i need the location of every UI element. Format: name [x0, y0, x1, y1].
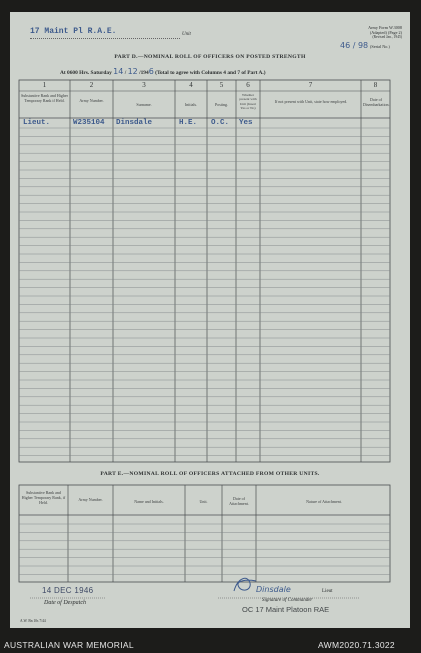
signature-rank: Lieut — [322, 589, 333, 594]
cell-posting: O.C. — [211, 119, 230, 127]
serial-number: 46 / 98 — [340, 41, 369, 50]
col-number-2: 2 — [89, 81, 94, 89]
part-d-date-line: At 0600 Hrs. Saturday 14 / 12 /1946 (Total to agree with Columns 4 and 7 of Part A.) — [60, 67, 266, 76]
col-number-3: 3 — [142, 81, 146, 89]
e-header-army-number: Army Number. — [78, 497, 103, 502]
col-number-4: 4 — [189, 81, 193, 89]
header-disembarkation: Date of Disembarkation. — [363, 97, 390, 107]
commander-title: OC 17 Maint Platoon RAE — [242, 605, 330, 614]
unit-label: Unit — [182, 32, 191, 37]
header-rank: Substantive Rank and Higher Temporary Rank if Held. — [21, 93, 68, 103]
serial-label: (Serial No.) — [370, 44, 390, 49]
col-number-6: 6 — [246, 81, 250, 89]
header-employment: If not present with Unit, state how employed. — [274, 99, 348, 104]
e-header-unit: Unit. — [199, 499, 208, 504]
cell-surname: Dinsdale — [116, 119, 153, 127]
header-initials: Initials. — [184, 102, 198, 107]
cell-initials: H.E. — [179, 119, 198, 127]
caption-left: AUSTRALIAN WAR MEMORIAL — [4, 640, 134, 650]
e-header-rank: Substantive Rank and Higher Temporary Rank, if Held. — [21, 490, 66, 505]
cell-army-number: W235104 — [73, 119, 105, 127]
col-number-7: 7 — [308, 81, 313, 89]
header-posting: Posting. — [214, 102, 228, 107]
signature-name: Dinsdale — [256, 585, 291, 594]
document-page — [10, 12, 410, 628]
header-army-number: Army Number. — [79, 98, 104, 103]
despatch-date-stamp: 14 DEC 1946 — [42, 586, 94, 595]
form-reference: Army Form W.3008 (Adapted) (Page 2) (Revised Jan., 1945) — [368, 25, 402, 39]
col-number-8: 8 — [373, 81, 378, 89]
cell-present: Yes — [239, 119, 253, 127]
col-number-1: 1 — [42, 81, 47, 89]
header-surname: Surname. — [136, 102, 152, 107]
despatch-label: Date of Despatch — [44, 600, 86, 606]
part-d-title: PART D.—NOMINAL ROLL OF OFFICERS ON POSTED STRENGTH — [114, 54, 306, 60]
printer-mark: A.W. Bn 10s 7/44 — [20, 619, 46, 623]
header-present: Whether present with Unit (Insert Yes or No) — [239, 93, 257, 110]
signature-label: Signature of Commander — [262, 598, 313, 603]
caption-right: AWM2020.71.3022 — [318, 640, 395, 650]
unit-value: 17 Maint Pl R.A.E. — [30, 27, 117, 36]
cell-rank: Lieut. — [23, 119, 51, 127]
part-e-title: PART E.—NOMINAL ROLL OF OFFICERS ATTACHED FROM OTHER UNITS. — [100, 471, 320, 477]
col-number-5: 5 — [219, 81, 224, 89]
e-header-nature: Nature of Attachment. — [306, 499, 342, 504]
e-header-name: Name and Initials. — [134, 499, 164, 504]
e-header-date: Date of Attachment. — [229, 496, 249, 506]
